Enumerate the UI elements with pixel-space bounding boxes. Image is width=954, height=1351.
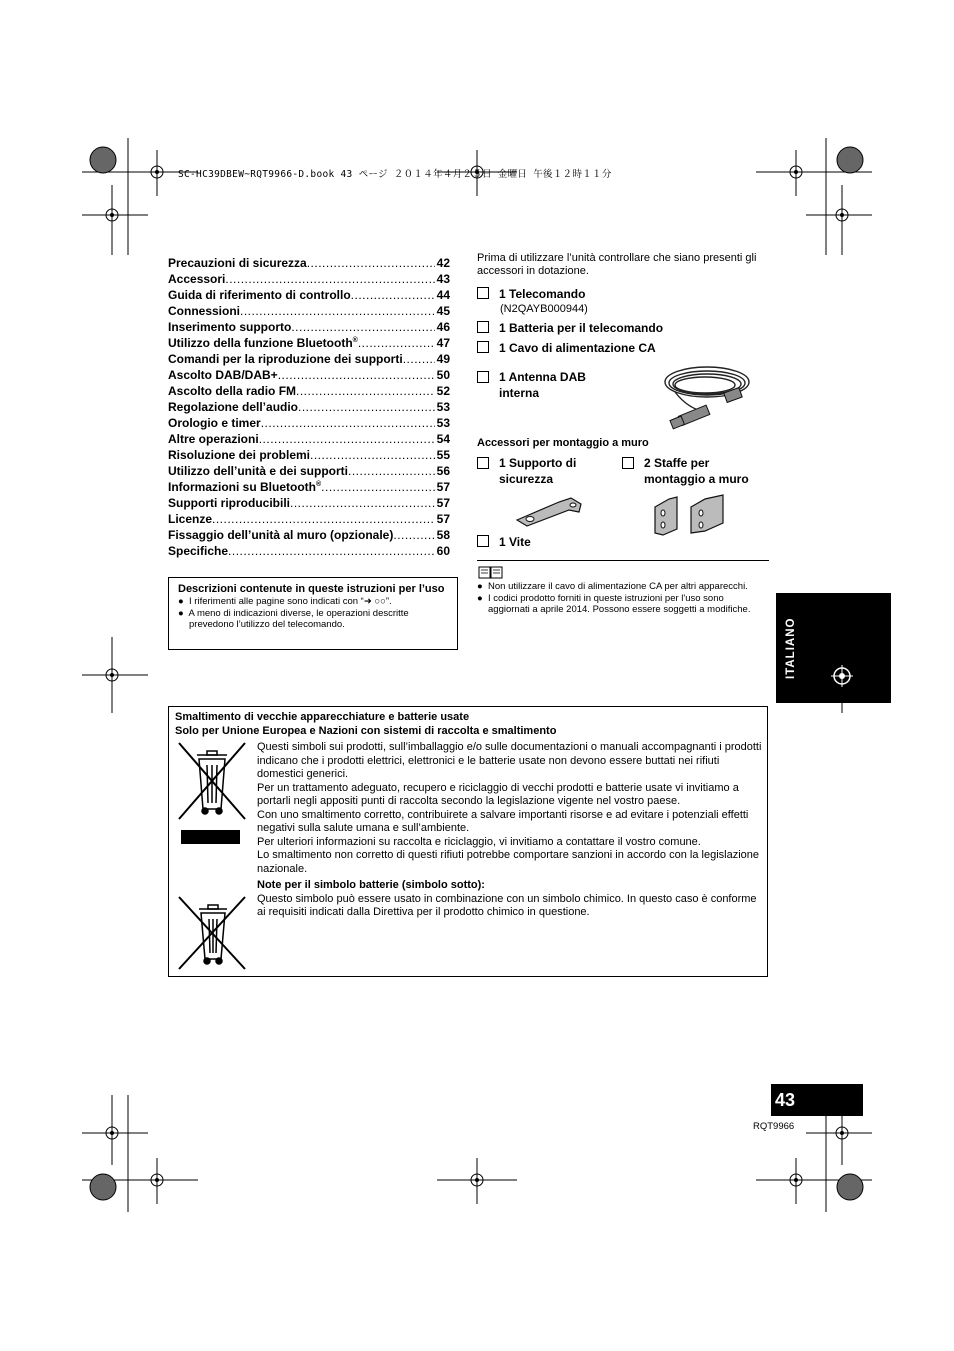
checkbox-icon [477,321,489,333]
checkbox-icon [477,371,489,383]
toc-row[interactable]: Precauzioni di sicurezza ..... 42 [168,255,450,271]
note-bullet: ● Non utilizzare il cavo di alimentazione CA per altri apparecchi. [477,581,748,592]
document-code: RQT9966 [753,1121,795,1132]
toc-row[interactable]: Fissaggio dell’unità al muro (opzionale) ..... 58 [168,527,450,543]
toc-row[interactable]: Altre operazioni ..... 54 [168,431,450,447]
toc-row[interactable]: Orologio e timer ..... 53 [168,415,450,431]
checkbox-icon [477,535,489,547]
toc-row[interactable]: Risoluzione dei problemi ..... 55 [168,447,450,463]
desc-bullet: ● A meno di indicazioni diverse, le operazioni descritte prevedono l’utilizzo del telecomando. [178,607,409,630]
disposal-notice-box [168,706,768,977]
toc-row[interactable]: Supporti riproducibili ..... 57 [168,495,450,511]
language-label: ITALIANO [785,617,797,679]
note-bullet: ● I codici prodotto forniti in queste istruzioni per l'uso sono aggiornati a aprile 2014. Possono essere soggetti a modifiche. [477,592,751,615]
language-tab [776,593,891,703]
crossed-bin-battery-icon [175,895,249,971]
battery-note-title: Note per il simbolo batterie (simbolo sotto): [257,879,485,891]
safety-bracket-icon [513,494,585,529]
accessory-item: 1 Supporto di sicurezza [477,455,617,487]
disposal-paragraph: Per ulteriori informazioni su raccolta e riciclaggio, vi invitiamo a contattare il vostro comune. [257,835,701,848]
disposal-title: Smaltimento di vecchie apparecchiature e batterie usate [175,711,470,723]
table-of-contents [168,255,450,559]
checkbox-icon [477,287,489,299]
accessory-item: 2 Staffe per montaggio a muro [622,455,772,487]
toc-row[interactable]: Accessori ..... 43 [168,271,450,287]
solid-bar-icon [181,830,240,844]
notes [477,581,757,616]
toc-row[interactable]: Connessioni ..... 45 [168,303,450,319]
note-book-icon [478,565,504,579]
disposal-paragraph: Per un trattamento adeguato, recupero e riciclaggio di vecchi prodotti e batterie usate vi invitiamo a portarli negli appositi punti di raccolta secondo la legislazione vigente nel vostro paese. [257,781,739,807]
checkbox-icon [622,457,634,469]
toc-row[interactable]: Guida di riferimento di controllo ..... 44 [168,287,450,303]
checkbox-icon [477,457,489,469]
toc-row[interactable]: Utilizzo dell’unità e dei supporti ..... 56 [168,463,450,479]
divider [477,560,769,561]
battery-note-text: Questo simbolo può essere usato in combinazione con un simbolo chimico. In questo caso è conforme ai requisiti indicati dalla Direttiva per il prodotto chimico in questione. [257,892,757,918]
disposal-subtitle: Solo per Unione Europea e Nazioni con sistemi di raccolta e smaltimento [175,725,557,737]
toc-row[interactable]: Regolazione dell’audio ..... 53 [168,399,450,415]
dab-antenna-icon [655,360,750,432]
accessories-intro: Prima di utilizzare l’unità controllare che siano presenti gli accessori in dotazione. [477,252,757,277]
toc-row[interactable]: Comandi per la riproduzione dei supporti ..... 49 [168,351,450,367]
disposal-paragraph: Questi simboli sui prodotti, sull’imballaggio e/o sulle documentazioni o manuali accompagnanti i prodotti indicano che i prodotti elettrici, elettronici e le batterie usate non devono essere buttati nei rifiuti domestici generici. [257,741,762,780]
toc-row[interactable]: Inserimento supporto ..... 46 [168,319,450,335]
toc-row[interactable]: Ascolto della radio FM ..... 52 [168,383,450,399]
desc-bullet: ● I riferimenti alle pagine sono indicati con “➜ ○○”. [178,596,392,607]
disposal-body [257,741,765,920]
checkbox-icon [477,341,489,353]
accessory-code: (N2QAYB000944) [500,303,588,315]
toc-row[interactable]: Ascolto DAB/DAB+ ..... 50 [168,367,450,383]
toc-row[interactable]: Utilizzo della funzione Bluetooth® ..... 47 [168,335,450,351]
disposal-paragraph: Lo smaltimento non corretto di questi rifiuti potrebbe comportare sanzioni in accordo con la legislazione nazionale. [257,849,759,875]
accessory-item: 1 Vite [477,534,531,550]
accessory-item: 1 Telecomando [477,286,769,302]
wall-mount-title: Accessori per montaggio a muro [477,437,649,449]
crossed-bin-icon [177,741,247,823]
accessory-item: 1 Antenna DAB interna [477,369,617,401]
toc-row[interactable]: Specifiche ..... 60 [168,543,450,559]
desc-box-title: Descrizioni contenute in queste istruzioni per l’uso [178,583,445,595]
accessory-item: 1 Cavo di alimentazione CA [477,340,769,356]
registration-icon [831,665,853,687]
toc-row[interactable]: Informazioni su Bluetooth® ..... 57 [168,479,450,495]
page-number: 43 [771,1084,863,1116]
accessory-item: 1 Batteria per il telecomando [477,320,769,336]
disposal-paragraph: Con uno smaltimento corretto, contribuirete a salvare importanti risorse e ad evitare i potenziali effetti negativi sulla salute umana e sull’ambiente. [257,808,749,834]
wall-brackets-icon [651,493,727,537]
file-header: SC-HC39DBEW~RQT9966-D.book 43 ページ ２０１４年４月２５日 金曜日 午後１２時１１分 [178,169,612,180]
toc-row[interactable]: Licenze ..... 57 [168,511,450,527]
instructions-description-box [168,577,458,650]
